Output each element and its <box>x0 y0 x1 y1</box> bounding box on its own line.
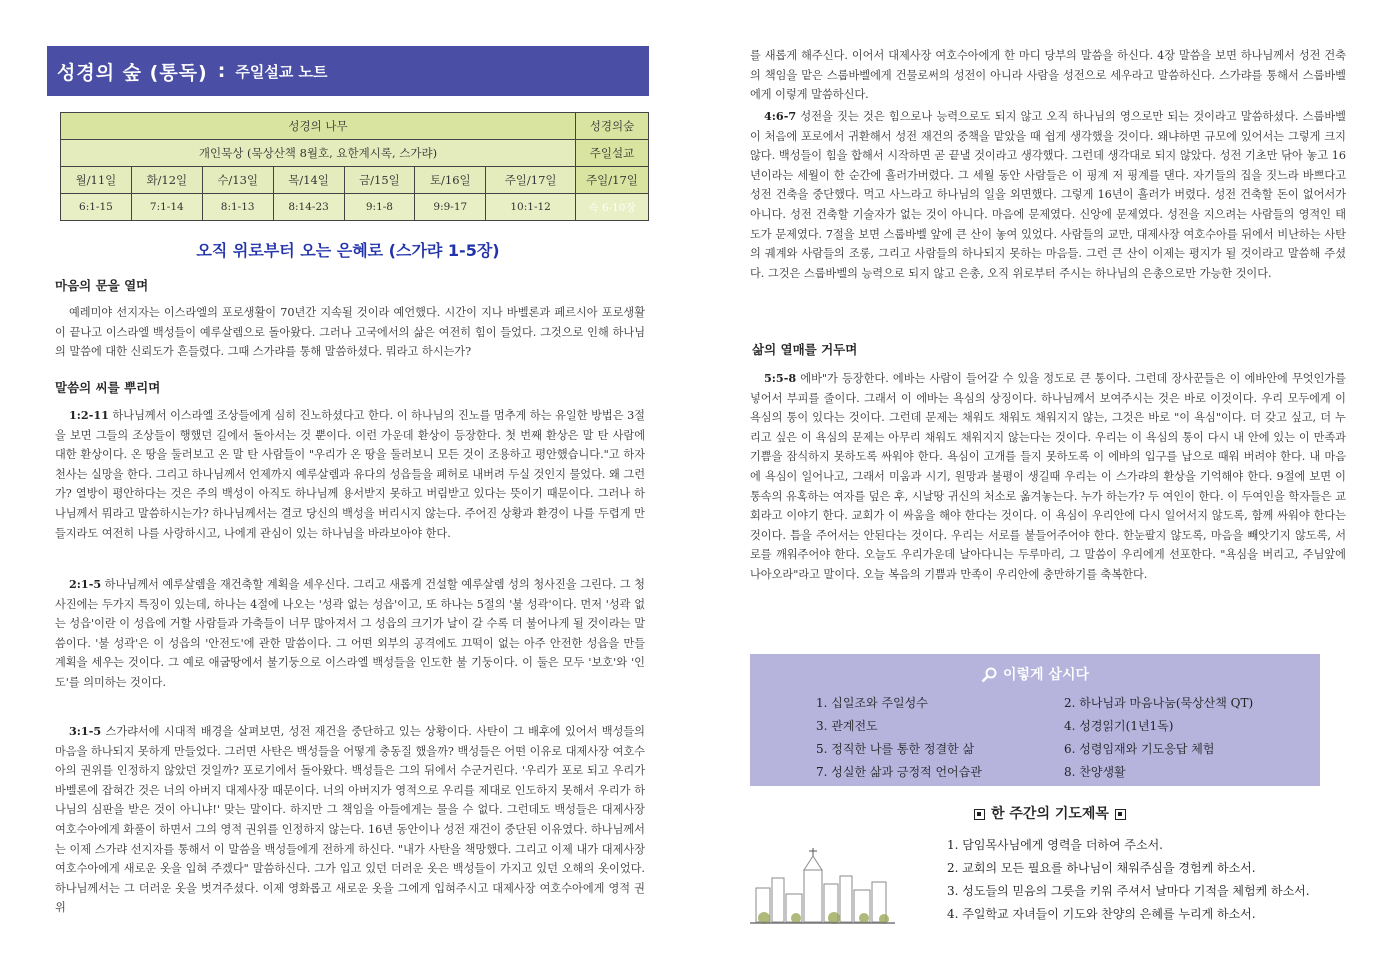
verse-ref: 1:2-11 <box>69 408 109 422</box>
intro-paragraph: 예레미야 선지자는 이스라엘의 포로생활이 70년간 지속될 것이라 예언했다. 시간이 지나 바벨론과 페르시아 포로생활이 끝나고 이스라엘 백성들이 예루살렘으로 돌아왔다. 그러나 고국에서의 삶은 여전히 힘이 들었다. 그것으로 인해 하나님의 말씀에 대한 신뢰도가 흔들렸다. 그때 스가랴를 통해 말씀하셨다. 뭐라고 하시는가? <box>55 306 645 359</box>
live-box-title <box>750 664 1320 684</box>
side-day-cell: 주일/17일 <box>576 167 649 194</box>
prayer-item: 3. 성도들의 믿음의 그릇을 키워 주셔서 날마다 기적을 체험케 하소서. <box>947 884 1310 898</box>
prayer-item: 2. 교회의 모든 필요를 하나님이 채워주심을 경험케 하소서. <box>947 861 1256 875</box>
paragraph-text: 하나님께서 예루살렘을 재건축할 계획을 세우신다. 그리고 새롭게 건설할 예루살렘 성의 청사진을 그린다. 그 청사진에는 두가지 특징이 있는데, 하나는 4절에 나오는 '성곽 없는 성읍'이고, 또 하나는 5절의 '불 성곽'이다. 먼저 '성곽 없는 성읍'이란 이 성읍에 거할 사람들과 가축들이 너무 많아져서 그 성읍의 크기가 날이 갈 수록 더 불어나게 될 것이라는 말씀이다. '불 성곽'은 이 성읍의 '안전도'에 관한 말씀이다. 그 어떤 외부의 공격에도 끄떡이 없는 아주 안전한 성읍을 만들 계획을 세우는 것이다. 그 예로 애굽땅에서 불기둥으로 이스라엘 백성들을 인도한 불 기둥이다. 이 둘은 모두 '보호'와 '인도'를 의미하는 것이다. <box>55 578 645 689</box>
day-cell: 수/13일 <box>202 167 273 194</box>
square-bullet-icon <box>1115 809 1126 820</box>
section-heading-open-heart: 마음의 문을 열며 <box>55 278 149 293</box>
header-subtitle: 주일설교 노트 <box>235 62 328 81</box>
range-cell: 6:1-15 <box>61 194 132 221</box>
header-separator: : <box>217 60 226 82</box>
section-heading-harvest: 삶의 열매를 거두며 <box>752 342 858 357</box>
paragraph-text: 하나님께서 이스라엘 조상들에게 심히 진노하셨다고 한다. 이 하나님의 진노를 멈추게 하는 유일한 방법은 3절을 보면 그들의 조상들이 행했던 길에서 돌아서는 것 뿐이다. 이런 가운데 환상이 등장한다. 첫 번째 환상은 말 탄 사람에 대한 환상이다. 온 땅을 둘러보고 온 말 탄 사람들이 "우리가 온 땅을 둘러보니 모든 것이 조용하고 평안했습니다."고 하자 천사는 실망을 한다. 그리고 하나님께서 언제까지 예루살렘과 유다의 성읍들을 폐허로 내버려 두실 것인지 물었다. 왜 그런가? 열방이 평안하다는 것은 주의 백성이 아직도 하나님께 용서받지 못하고 버림받고 있다는 뜻이기 때문이다. 그러나 하나님께서 뭐라고 말씀하시는가? 하나님께서는 결코 당신의 백성을 버리시지 않는다. 주어진 상황과 환경이 나를 두렵게 만들지라도 여전히 나를 사랑하시고, 나에게 관심이 있는 하나님을 바라보아야 한다. <box>55 409 646 540</box>
live-item: 2. 하나님과 마음나눔(묵상산책 QT) <box>1064 696 1254 710</box>
verse-ref: 3:1-5 <box>69 724 102 738</box>
live-item: 7. 성실한 삶과 긍정적 언어습관 <box>816 765 982 779</box>
range-cell: 9:9-17 <box>415 194 486 221</box>
paragraph-text: 스가랴서에 시대적 배경을 살펴보면, 성전 재건을 중단하고 있는 상황이다. 사탄이 그 배후에 있어서 백성들의 마음을 하나되지 못하게 만들었다. 그러면 사탄은 백성들을 어떻게 충동질 했을까? 백성들은 어떤 이유로 대제사장 여호수아의 권위를 인정하지 않았던 것일까? 포로기에서 돌아왔다. 백성들은 그의 뒤에서 수군거린다. '우리가 포로 되고 우리가 바벨론에 잡혀간 것은 너의 아버지 대제사장 때문이다. 너의 아버지가 영적으로 우리를 제대로 인도하지 못해서 우리가 하나님의 심판을 받은 것이 아니냐!' 맞는 말이다. 하지만 그 책임을 아들에게는 물을 수 없다. 그런데도 백성들은 대제사장 여호수아에게 화풀이 하면서 그의 영적 권위를 인정하지 않는다. 16년 동안이나 성전 재건이 중단된 이유였다. 하나님께서는 이제 스가랴 선지자를 통해서 이 말씀을 백성들에게 전하게 하신다. "내가 사탄을 책망했다. 그리고 이제 내가 대제사장 여호수아에게 새로운 옷을 입혀 주겠다" 말씀하신다. 그가 입고 있던 더러운 옷은 백성들이 가지고 있던 오해의 옷이었다. 하나님께서는 그 더러운 옷을 벗겨주셨다. 이제 영화롭고 새로운 옷을 그에게 입혀주시고 대제사장 여호수아에게 영적 권위 <box>55 725 645 915</box>
prayer-title <box>968 803 1132 823</box>
day-cell: 토/16일 <box>415 167 486 194</box>
live-this-way-box <box>750 654 1320 786</box>
day-cell: 금/15일 <box>344 167 415 194</box>
prayer-title-text: 한 주간의 기도제목 <box>991 806 1109 822</box>
paragraph-1 <box>55 406 645 543</box>
tree-label: 성경의 나무 <box>61 113 576 140</box>
live-item: 4. 성경읽기(1년1독) <box>1064 719 1174 733</box>
forest-label: 성경의숲 <box>576 113 649 140</box>
paragraph-text: 에바"가 등장한다. 에바는 사람이 들어갈 수 있을 정도로 큰 통이다. 그런데 장사꾼들은 이 에바안에 무엇인가를 넣어서 부피를 줄이다. 그래서 이 에바는 욕심의 상징이다. 하나님께서 보여주시는 것은 바로 이것이다. 우리 모두에게 이 욕심의 통이 있다는 것이다. 그런데 문제는 채워도 채워도 채워지지 않는, 그것은 바로 "이 욕심"이다. 더 갖고 싶고, 더 누리고 싶은 이 욕심의 문제는 아무리 채워도 채워지지 않는다는 것이다. 우리는 이 욕심의 통이 다시 내 안에 있는 이 만족과 기쁨을 잠식하지 못하도록 싸워야 한다. 욕심이 고개를 들지 못하도록 이 에바의 입구를 납으로 때워 버려야 한다. 내 마음에 욕심이 일어나고, 그래서 미움과 시기, 원망과 불평이 생길때 우리는 이 스가랴의 환상을 기억해야 한다. 9절에 보면 이 통속의 유혹하는 여자를 덮은 후, 시날땅 귀신의 처소로 옮겨놓는다. 누가 하는가? 두 여인이 한다. 이 두여인을 학자들은 교회라고 이야기 한다. 교회가 이 싸움을 해야 한다는 것이다. 이 욕심이 우리안에 다시 일어서지 않도록, 함께 싸워야 한다는 것이다. 틈을 주어서는 안된다는 것이다. 우리는 서로를 붙들어주어야 한다. 한눈팔지 않도록, 마음을 빼앗기지 않도록, 서로를 깨워주어야 한다. 오늘도 우리가운데 날아다니는 두루마리, 그 말씀이 우리에게 선포한다. "욕심을 버리고, 주님앞에 나아오라"라고 말이다. 오늘 복음의 기쁨과 만족이 우리안에 충만하기를 축복한다. <box>750 372 1346 581</box>
range-cell: 10:1-12 <box>486 194 576 221</box>
header-title: 성경의 숲 (통독) <box>57 61 208 84</box>
square-bullet-icon <box>974 809 985 820</box>
range-cell: 9:1-8 <box>344 194 415 221</box>
live-item: 5. 정직한 나를 통한 정결한 삶 <box>816 742 975 756</box>
church-city-illustration <box>750 848 895 926</box>
day-cell: 월/11일 <box>61 167 132 194</box>
verse-ref: 5:5-8 <box>764 371 797 385</box>
day-cell: 목/14일 <box>273 167 344 194</box>
prayer-item: 1. 담임목사님에게 영력을 더하여 주소서. <box>947 838 1163 852</box>
day-cell: 화/12일 <box>131 167 202 194</box>
paragraph-3 <box>55 722 645 918</box>
personal-label: 개인묵상 (묵상산책 8월호, 요한계시록, 스가랴) <box>61 140 576 167</box>
range-cell: 7:1-14 <box>131 194 202 221</box>
section-heading-sow-word: 말씀의 씨를 뿌리며 <box>55 380 161 395</box>
range-cell: 8:1-13 <box>202 194 273 221</box>
right-paragraph-1: 를 새롭게 해주신다. 이어서 대제사장 여호수아에게 한 마디 당부의 말씀을 하신다. 4장 말씀을 보면 하나님께서 성전 건축의 책임을 맡은 스룹바벨에게 건물로써의 성전이 아니라 사람을 성전으로 세우라고 말씀하신다. 스가랴를 통해서 스룹바벨에게 이렇게 말씀하신다. <box>750 49 1346 102</box>
live-title-text: 이렇게 삽시다 <box>1002 667 1090 683</box>
verse-ref: 2:1-5 <box>69 577 102 591</box>
verse-ref: 4:6-7 <box>764 109 797 123</box>
sermon-subtitle: 오직 위로부터 오는 은혜로 (스가랴 1-5장) <box>196 241 500 260</box>
paragraph-text: 성전을 짓는 것은 힘으로나 능력으로도 되지 않고 오직 하나님의 영으로만 되는 것이라고 말씀하셨다. 스룹바벨이 처음에 포로에서 귀환해서 성전 재건의 중책을 맡았을 때 쉽게 생각했을 것이다. 왜냐하면 규모에 있어서는 그렇게 크지 않다. 백성들이 힘을 합해서 시작하면 곧 끝낼 것이라고 생각했다. 그런데 생각대로 되지 않았다. 성전 기초만 닦아 놓고 16년이라는 세월이 한 순간에 흘러가버렸다. 그 세월 동안 사람들은 이 핑계 저 핑계를 댄다. 자기들의 집을 짓느라 바쁘다고 성전 건축을 중단했다. 먹고 사느라고 하나님의 일을 외면했다. 그렇게 16년이 흘러가 버렸다. 성전 건축할 돈이 없어서가 아니다. 성전 건축할 기술자가 없는 것이 아니다. 마음에 문제였다. 신앙에 문제였다. 성전을 지으려는 사람들의 영적인 태도가 문제였다. 7절을 보면 스룹바벨 앞에 큰 산이 놓여 있었다. 사람들의 교만, 대제사장 여호수아를 뒤에서 비난하는 사탄의 궤계와 사람들의 조롱, 그리고 사람들의 하나되지 못하는 마음들. 그런 큰 산이 이제는 평지가 될 것이라고 말씀해 주셨다. 그것은 스룹바벨의 능력으로 되지 않고 은총, 오직 위로부터 주시는 하나님의 은총으로만 가능한 것이다. <box>750 110 1346 280</box>
live-item: 8. 찬양생활 <box>1064 765 1126 779</box>
sunday-sermon-label: 주일설교 <box>576 140 649 167</box>
paragraph-2 <box>55 575 645 693</box>
live-item: 1. 십일조와 주일성수 <box>816 696 928 710</box>
prayer-item: 4. 주일학교 자녀들이 기도와 찬양의 은혜를 누리게 하소서. <box>947 907 1256 921</box>
right-paragraph-2 <box>750 107 1346 283</box>
range-cell: 8:14-23 <box>273 194 344 221</box>
live-item: 3. 관계전도 <box>816 719 878 733</box>
magnifier-icon <box>981 667 997 683</box>
side-range-cell: 슥 6-10장 <box>576 194 649 221</box>
reading-schedule-table <box>60 112 649 221</box>
day-cell: 주일/17일 <box>486 167 576 194</box>
live-item: 6. 성령임재와 기도응답 체험 <box>1064 742 1215 756</box>
right-paragraph-3 <box>750 369 1346 585</box>
page-header <box>47 46 649 96</box>
